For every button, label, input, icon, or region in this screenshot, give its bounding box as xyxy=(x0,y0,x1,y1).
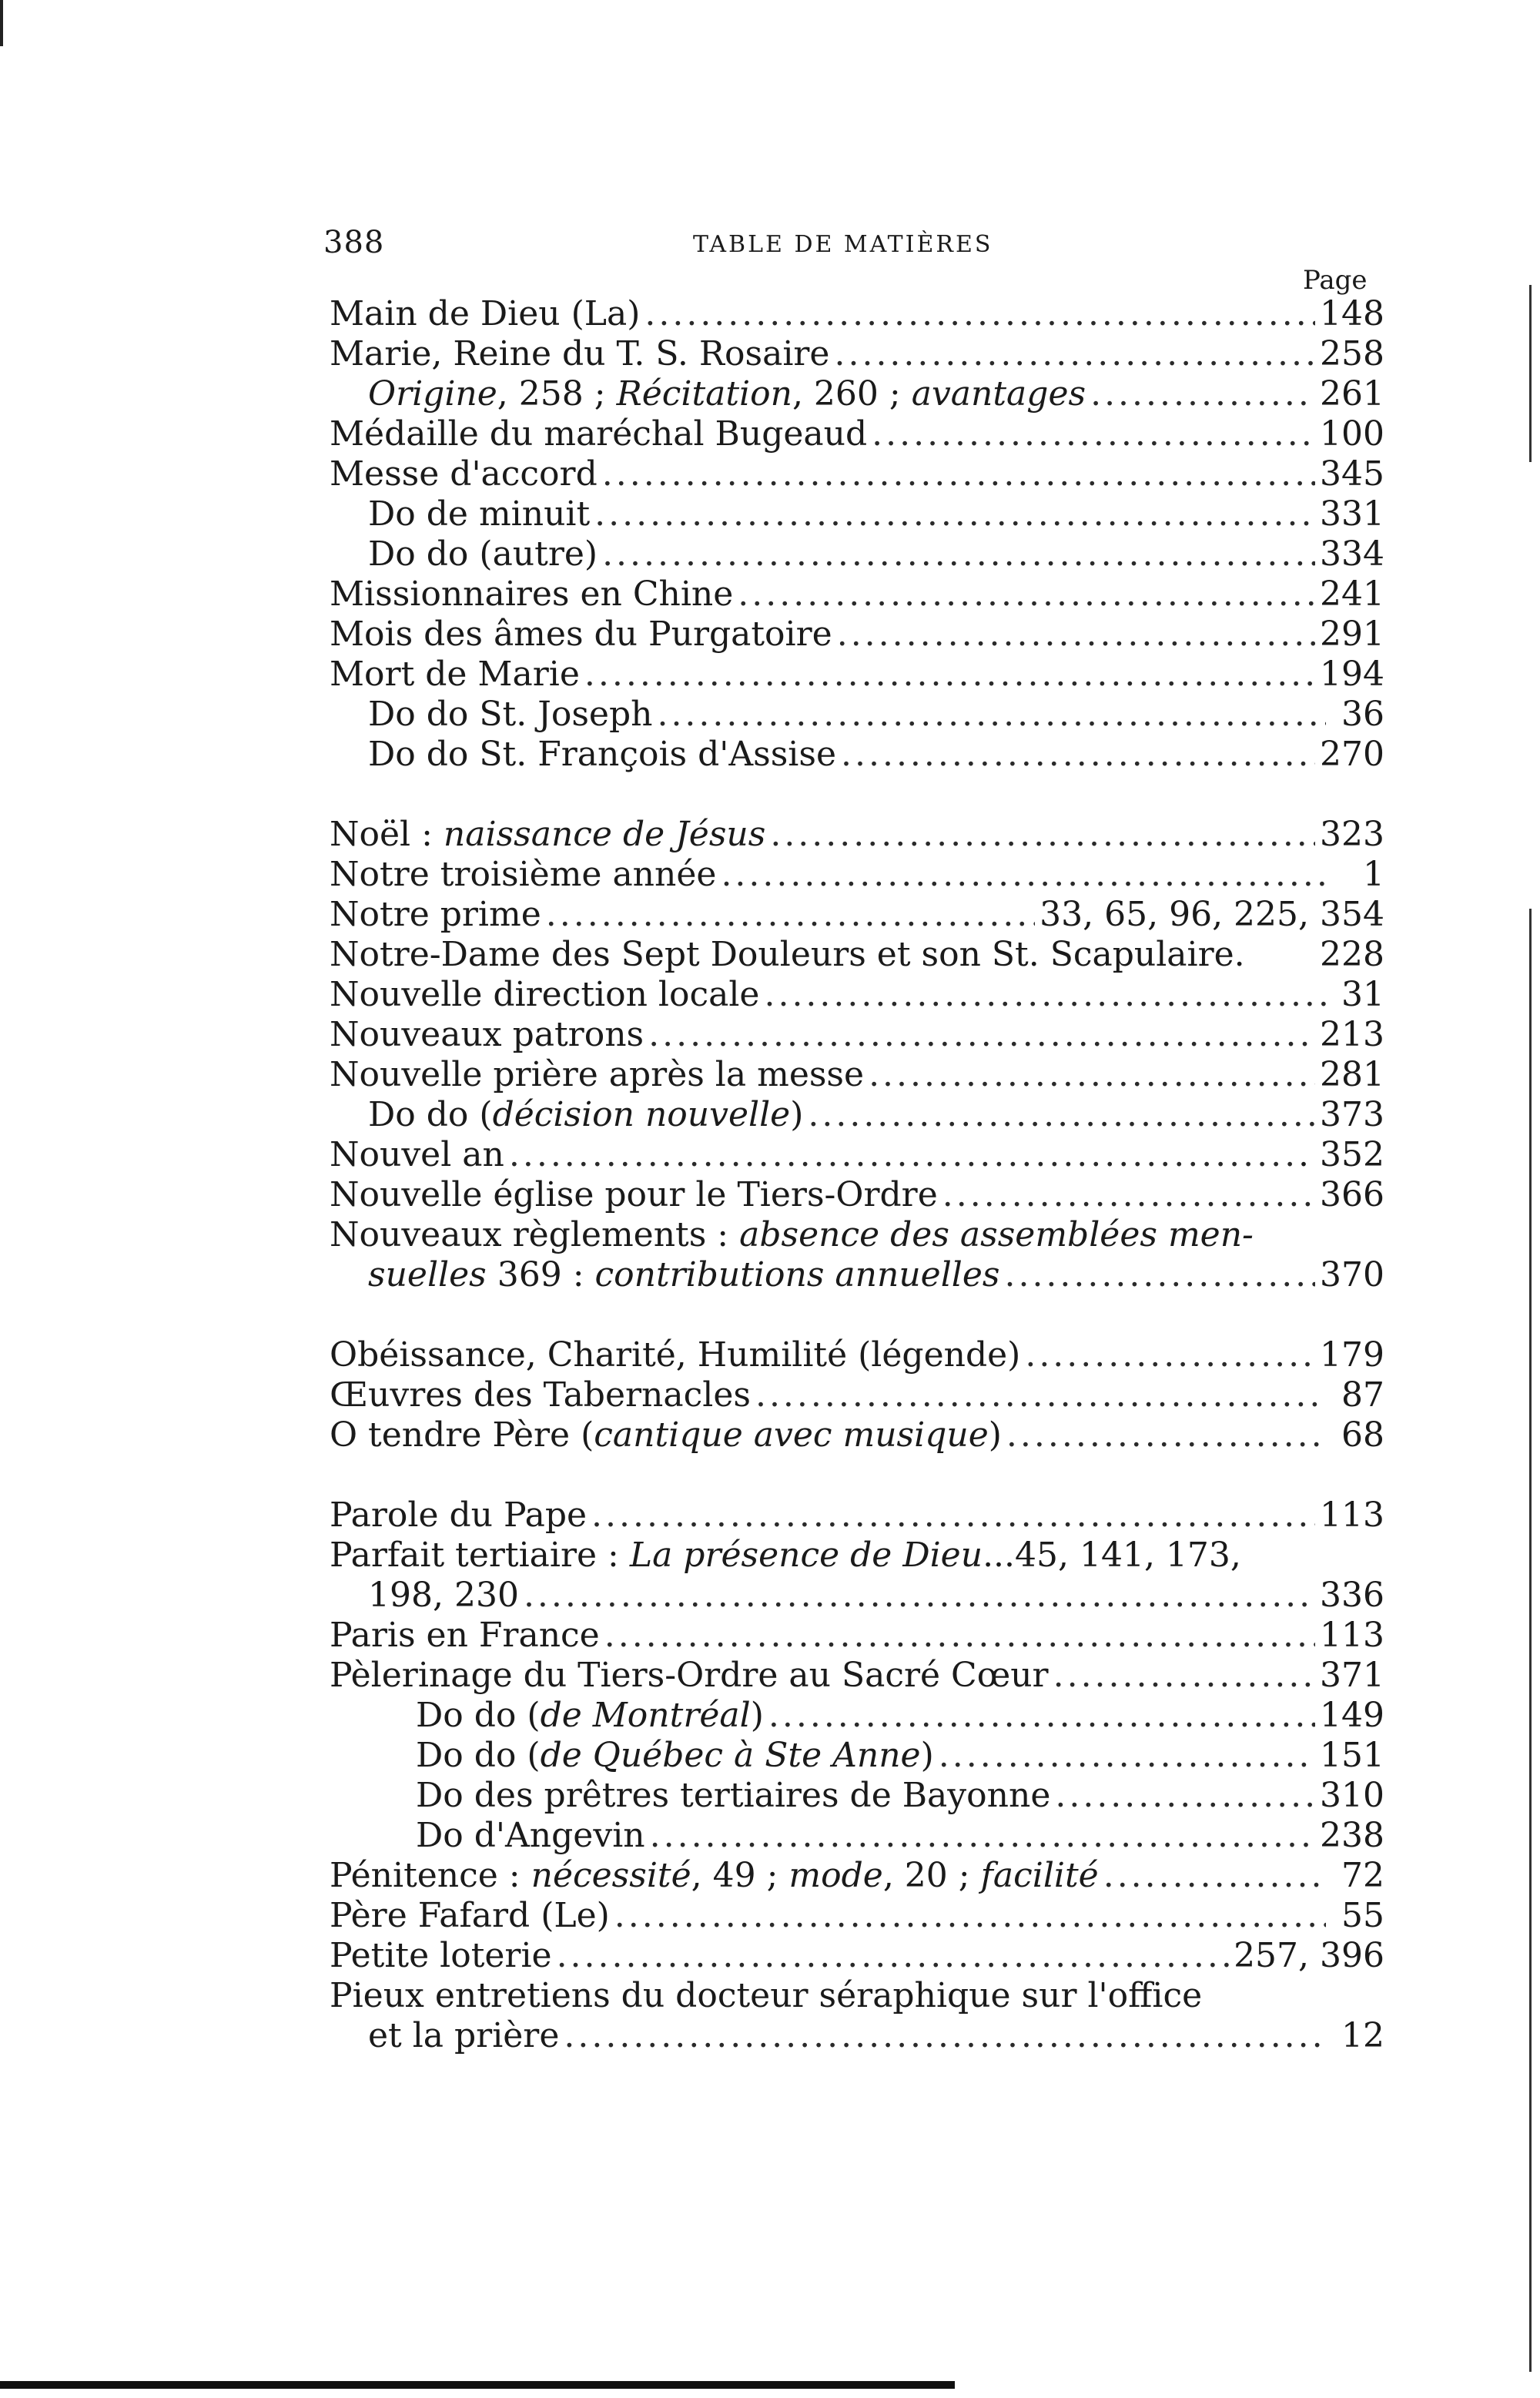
entry-title: Petite loterie xyxy=(330,1936,552,1975)
entry-title-part: Do do ( xyxy=(368,1095,493,1134)
entry-title-part: Pénitence : xyxy=(330,1856,531,1895)
entry-title-part: La présence de Dieu xyxy=(629,1536,983,1575)
toc-entry xyxy=(330,494,1384,534)
leader-dots xyxy=(770,815,1315,855)
entry-title xyxy=(368,374,1086,414)
leader-dots xyxy=(834,334,1315,374)
section-gap xyxy=(330,1295,1384,1335)
toc-entry xyxy=(330,1856,1384,1896)
entry-title-part: , 260 ; xyxy=(792,374,912,414)
page-reference: 72 xyxy=(1341,1856,1384,1895)
entry-title xyxy=(416,1696,764,1736)
toc-entry xyxy=(330,1696,1384,1736)
leader-dots xyxy=(942,1175,1315,1215)
leader-dots xyxy=(1006,1415,1326,1455)
page-reference: 100 xyxy=(1320,414,1384,454)
entry-title: Médaille du maréchal Bugeaud xyxy=(330,414,868,454)
toc-entry xyxy=(330,1375,1384,1415)
leader-dots xyxy=(594,494,1315,534)
entry-title-part: cantique avec musique xyxy=(594,1415,989,1455)
toc-entry xyxy=(330,1495,1384,1536)
page-reference: 213 xyxy=(1320,1015,1384,1054)
entry-title: Pèlerinage du Tiers-Ordre au Sacré Cœur xyxy=(330,1656,1049,1695)
page-reference: 258 xyxy=(1320,334,1384,373)
entry-title: Messe d'accord xyxy=(330,454,598,494)
entry-title: Do do (autre) xyxy=(368,534,598,574)
entry-title: Nouvelle prière après la messe xyxy=(330,1055,865,1094)
toc-entry xyxy=(330,1135,1384,1175)
entry-title-part: mode xyxy=(788,1856,883,1895)
entry-title xyxy=(368,1255,999,1295)
entry-title-part: facilité xyxy=(980,1856,1099,1895)
entry-title xyxy=(330,815,765,855)
toc-entry xyxy=(330,1215,1384,1255)
page-reference: 345 xyxy=(1320,454,1384,494)
page-reference: 238 xyxy=(1320,1816,1384,1855)
entry-title: Do d'Angevin xyxy=(416,1816,645,1855)
page-reference: 151 xyxy=(1320,1736,1384,1775)
entry-title-part: ) xyxy=(750,1696,764,1735)
entry-title-part: Do do ( xyxy=(416,1736,541,1775)
toc-entry xyxy=(330,1576,1384,1616)
page-reference: 68 xyxy=(1341,1415,1384,1455)
page-number: 388 xyxy=(323,225,385,260)
leader-dots xyxy=(1004,1255,1315,1295)
page-reference: 1 xyxy=(1363,855,1384,894)
leader-dots xyxy=(604,1616,1315,1656)
page-reference: 31 xyxy=(1341,975,1384,1014)
entry-title-part: Nouveaux règlements : xyxy=(330,1215,740,1254)
page-reference: 310 xyxy=(1320,1776,1384,1815)
toc-entry xyxy=(330,334,1384,374)
entry-title: et la prière xyxy=(368,2016,560,2055)
entry-title-part: avantages xyxy=(911,374,1086,414)
leader-dots xyxy=(584,655,1315,695)
entry-title-part: ) xyxy=(920,1736,934,1775)
leader-dots xyxy=(644,294,1315,334)
page-reference: 148 xyxy=(1320,294,1384,333)
leader-dots xyxy=(1103,1856,1326,1896)
page-reference: 33, 65, 96, 225, 354 xyxy=(1040,895,1384,934)
leader-dots xyxy=(650,1816,1315,1856)
entry-title-part: absence des assemblées men- xyxy=(739,1215,1254,1254)
section-gap xyxy=(330,775,1384,815)
entry-title: Obéissance, Charité, Humilité (légende) xyxy=(330,1335,1021,1375)
toc-entry xyxy=(330,1976,1384,2016)
toc-entry xyxy=(330,1415,1384,1455)
entry-title: Mort de Marie xyxy=(330,655,580,694)
entry-title xyxy=(368,1095,803,1135)
entry-title-part: Parfait tertiaire : xyxy=(330,1536,630,1575)
page-reference: 257, 396 xyxy=(1234,1936,1384,1975)
page-reference: 373 xyxy=(1320,1095,1384,1134)
leader-dots xyxy=(764,975,1326,1015)
entry-title-part: , 49 ; xyxy=(691,1856,789,1895)
entry-title-part: ...45, 141, 173, xyxy=(983,1536,1241,1575)
entry-title-part: décision nouvelle xyxy=(492,1095,791,1134)
page-reference: 281 xyxy=(1320,1055,1384,1094)
page-reference: 113 xyxy=(1320,1616,1384,1655)
page-reference: 241 xyxy=(1320,574,1384,614)
page-reference: 331 xyxy=(1320,494,1384,534)
page-reference: 55 xyxy=(1341,1896,1384,1935)
toc-entry xyxy=(330,1816,1384,1856)
leader-dots xyxy=(939,1736,1315,1776)
entry-title xyxy=(330,1215,1254,1255)
toc-entry xyxy=(330,414,1384,454)
entry-title: Œuvres des Tabernacles xyxy=(330,1375,751,1415)
leader-dots xyxy=(602,534,1315,574)
page-reference: 261 xyxy=(1320,374,1384,414)
leader-dots xyxy=(602,454,1315,494)
toc-entry xyxy=(330,975,1384,1015)
entry-title-part: ) xyxy=(790,1095,804,1134)
entry-title-part: O tendre Père ( xyxy=(330,1415,594,1455)
page-reference: 194 xyxy=(1320,655,1384,694)
leader-dots xyxy=(837,615,1315,655)
toc-entry xyxy=(330,374,1384,414)
leader-dots xyxy=(1090,374,1315,414)
page-reference: 291 xyxy=(1320,615,1384,654)
toc-entry xyxy=(330,1896,1384,1936)
toc-entry xyxy=(330,1616,1384,1656)
page-reference: 336 xyxy=(1320,1576,1384,1615)
toc-entry xyxy=(330,294,1384,334)
entry-title-part: nécessité xyxy=(531,1856,691,1895)
entry-title: Pieux entretiens du docteur séraphique sur l'office xyxy=(330,1976,1203,2015)
toc-entry xyxy=(330,695,1384,735)
toc-entry xyxy=(330,2016,1384,2056)
leader-dots xyxy=(768,1696,1315,1736)
entry-title xyxy=(416,1736,934,1776)
entry-title: 198, 230 xyxy=(368,1576,519,1615)
entry-title-part: de Montréal xyxy=(540,1696,751,1735)
page-reference: 323 xyxy=(1320,815,1384,854)
leader-dots xyxy=(524,1576,1315,1616)
entry-title: Notre prime xyxy=(330,895,541,934)
toc-entry xyxy=(330,855,1384,895)
page-reference: 366 xyxy=(1320,1175,1384,1214)
scan-edge-mark xyxy=(1529,285,1532,462)
page-reference: 270 xyxy=(1320,735,1384,774)
toc-entry xyxy=(330,1656,1384,1696)
toc-entry xyxy=(330,1255,1384,1295)
bottom-rule xyxy=(0,2381,955,2389)
entry-title: Nouveaux patrons xyxy=(330,1015,644,1054)
toc-entry xyxy=(330,735,1384,775)
entry-title-part: , 20 ; xyxy=(882,1856,981,1895)
toc-entry xyxy=(330,935,1384,975)
entry-title: Do do St. Joseph xyxy=(368,695,653,734)
leader-dots xyxy=(1025,1335,1315,1375)
entry-title: Notre troisième année xyxy=(330,855,717,894)
toc-entry xyxy=(330,574,1384,615)
leader-dots xyxy=(591,1495,1315,1536)
entry-title: Do do St. François d'Assise xyxy=(368,735,836,774)
page-reference: 36 xyxy=(1341,695,1384,734)
page-reference: 371 xyxy=(1320,1656,1384,1695)
page-reference: . 352 xyxy=(1298,1135,1384,1174)
toc-entry xyxy=(330,1776,1384,1816)
page-reference: 149 xyxy=(1320,1696,1384,1735)
page-reference: 179 xyxy=(1320,1335,1384,1375)
page-column-label: Page xyxy=(1303,265,1368,296)
leader-dots xyxy=(1053,1656,1315,1696)
entry-title: Nouvel an xyxy=(330,1135,504,1174)
leader-dots xyxy=(564,2016,1326,2056)
entry-title: Missionnaires en Chine xyxy=(330,574,734,614)
leader-dots xyxy=(648,1015,1315,1055)
entry-title-part: Origine xyxy=(368,374,497,414)
running-head: TABLE DE MATIÈRES xyxy=(693,231,993,258)
entry-title: Do des prêtres tertiaires de Bayonne xyxy=(416,1776,1051,1815)
leader-dots xyxy=(755,1375,1326,1415)
toc-entry xyxy=(330,1015,1384,1055)
entry-title: Mois des âmes du Purgatoire xyxy=(330,615,832,654)
entry-title: Notre-Dame des Sept Douleurs et son St. Scapulaire. xyxy=(330,935,1245,974)
entry-title-part: , 258 ; xyxy=(497,374,617,414)
leader-dots xyxy=(738,574,1315,615)
page-reference: 87 xyxy=(1341,1375,1384,1415)
toc-entry xyxy=(330,815,1384,855)
toc-entry xyxy=(330,1055,1384,1095)
toc-entry xyxy=(330,1335,1384,1375)
entry-title: Nouvelle église pour le Tiers-Ordre xyxy=(330,1175,938,1214)
entry-title xyxy=(330,1536,1241,1576)
page-reference: 113 xyxy=(1320,1495,1384,1535)
leader-dots xyxy=(721,855,1326,895)
toc-entry xyxy=(330,655,1384,695)
scan-edge-mark xyxy=(1529,909,1532,2372)
toc-entry xyxy=(330,1095,1384,1135)
leader-dots xyxy=(657,695,1326,735)
page-reference: 334 xyxy=(1320,534,1384,574)
page-reference: 228 xyxy=(1320,935,1384,974)
entry-title-part: Récitation xyxy=(616,374,792,414)
toc-entry xyxy=(330,615,1384,655)
toc-entry xyxy=(330,1175,1384,1215)
page-header xyxy=(323,225,1386,263)
leader-dots xyxy=(869,1055,1315,1095)
entry-title xyxy=(330,1415,1002,1455)
toc-entry xyxy=(330,534,1384,574)
page-reference: 370 xyxy=(1320,1255,1384,1294)
section-gap xyxy=(330,1455,1384,1495)
entry-title-part: naissance de Jésus xyxy=(443,815,766,854)
toc-entry xyxy=(330,1736,1384,1776)
page-reference: 12 xyxy=(1341,2016,1384,2055)
toc-entry xyxy=(330,454,1384,494)
entry-title: Main de Dieu (La) xyxy=(330,294,641,333)
entry-title-part: Do do ( xyxy=(416,1696,541,1735)
entry-title xyxy=(330,1856,1099,1896)
entry-title: Parole du Pape xyxy=(330,1495,588,1535)
entry-title: Marie, Reine du T. S. Rosaire xyxy=(330,334,830,373)
leader-dots xyxy=(557,1936,1230,1976)
leader-dots xyxy=(546,895,1035,935)
leader-dots xyxy=(841,735,1315,775)
toc-entry xyxy=(330,1936,1384,1976)
toc-entry xyxy=(330,895,1384,935)
entry-title-part: 369 : xyxy=(486,1255,595,1294)
entry-title: Père Fafard (Le) xyxy=(330,1896,610,1935)
table-of-contents xyxy=(330,294,1384,2056)
entry-title: Do de minuit xyxy=(368,494,591,534)
toc-entry xyxy=(330,1536,1384,1576)
entry-title: Paris en France xyxy=(330,1616,600,1655)
entry-title-part: Noël : xyxy=(330,815,444,854)
leader-dots xyxy=(808,1095,1315,1135)
entry-title-part: suelles xyxy=(368,1255,487,1294)
entry-title: Nouvelle direction locale xyxy=(330,975,760,1014)
leader-dots xyxy=(614,1896,1326,1936)
leader-dots xyxy=(872,414,1315,454)
entry-title-part: contributions annuelles xyxy=(594,1255,1000,1294)
leader-dots xyxy=(1055,1776,1315,1816)
entry-title-part: de Québec à Ste Anne xyxy=(540,1736,921,1775)
entry-title-part: ) xyxy=(988,1415,1002,1455)
leader-dots xyxy=(509,1135,1294,1175)
scan-edge-mark xyxy=(0,0,3,46)
